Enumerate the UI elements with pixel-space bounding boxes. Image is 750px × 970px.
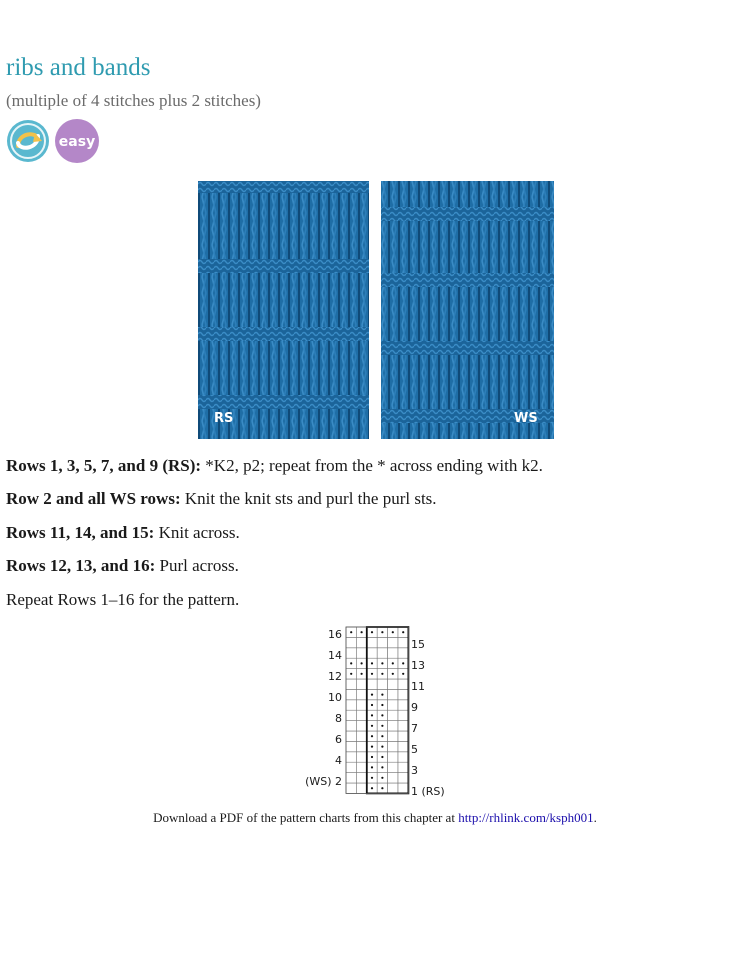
chart-cell — [388, 752, 398, 762]
chart-cell — [398, 637, 408, 647]
purl-stitch-dot — [371, 735, 373, 737]
purl-stitch-dot — [381, 777, 383, 779]
chart-cell — [356, 700, 366, 710]
purl-stitch-dot — [361, 673, 363, 675]
chart-cell — [398, 721, 408, 731]
purl-stitch-dot — [381, 746, 383, 748]
purl-stitch-dot — [371, 694, 373, 696]
purl-stitch-dot — [381, 694, 383, 696]
purl-stitch-dot — [371, 766, 373, 768]
chart-cell — [356, 731, 366, 741]
row-label-right: 5 — [411, 743, 418, 756]
purl-stitch-dot — [402, 631, 404, 633]
chart-cell — [346, 741, 356, 751]
swatch-photos — [198, 181, 554, 439]
chart-cell — [346, 710, 356, 720]
purl-stitch-dot — [350, 673, 352, 675]
chart-cell — [388, 710, 398, 720]
chart-cell — [388, 679, 398, 689]
chart-cell — [388, 783, 398, 793]
ws-swatch-photo — [381, 181, 554, 439]
chart-cell — [346, 679, 356, 689]
chart-cell — [356, 689, 366, 699]
row-label-left: 14 — [328, 649, 342, 662]
chart-cell — [388, 731, 398, 741]
purl-stitch-dot — [371, 673, 373, 675]
chart-cell — [388, 637, 398, 647]
chart-cell — [398, 679, 408, 689]
row-label-left: 12 — [328, 670, 342, 683]
row-label-left: 4 — [335, 754, 342, 767]
row-label-right: 7 — [411, 722, 418, 735]
row-label-right: 13 — [411, 659, 425, 672]
chart-cell — [398, 762, 408, 772]
purl-stitch-dot — [381, 787, 383, 789]
chart-cell — [398, 752, 408, 762]
chart-cell — [398, 689, 408, 699]
instruction-line: Repeat Rows 1–16 for the pattern. — [6, 590, 240, 609]
row-label-left: 8 — [335, 712, 342, 725]
chart-cell — [388, 700, 398, 710]
purl-stitch-dot — [350, 631, 352, 633]
chart-cell — [398, 741, 408, 751]
purl-stitch-dot — [381, 631, 383, 633]
purl-stitch-dot — [361, 662, 363, 664]
purl-stitch-dot — [381, 704, 383, 706]
instruction-line: Row 2 and all WS rows: Knit the knit sts and purl the purl sts. — [6, 489, 437, 508]
footer-text: Download a PDF of the pattern charts from this chapter at — [153, 810, 459, 825]
chart-cell — [356, 710, 366, 720]
chart-cell — [377, 679, 387, 689]
chart-cell — [398, 648, 408, 658]
chart-cell — [346, 773, 356, 783]
chart-cell — [346, 762, 356, 772]
difficulty-label: easy — [58, 134, 96, 150]
chart-cell — [388, 762, 398, 772]
row-label-right: 15 — [411, 638, 425, 651]
chart-cell — [346, 721, 356, 731]
chart-cell — [377, 648, 387, 658]
purl-stitch-dot — [381, 714, 383, 716]
chart-cell — [346, 689, 356, 699]
chart-cell — [356, 773, 366, 783]
stitch-multiple: (multiple of 4 stitches plus 2 stitches) — [6, 91, 261, 110]
chart-cell — [377, 637, 387, 647]
row-label-left: (WS) 2 — [305, 775, 342, 788]
purl-stitch-dot — [371, 631, 373, 633]
chart-cell — [388, 741, 398, 751]
rs-swatch-photo — [198, 181, 369, 439]
chart-cell — [356, 752, 366, 762]
chart-cell — [356, 648, 366, 658]
row-label-right: 1 (RS) — [411, 785, 445, 798]
chart-cell — [356, 762, 366, 772]
purl-stitch-dot — [381, 725, 383, 727]
chart-cell — [367, 648, 377, 658]
rs-label: RS — [214, 411, 234, 426]
instruction-line: Rows 11, 14, and 15: Knit across. — [6, 523, 240, 542]
chart-cell — [346, 700, 356, 710]
purl-stitch-dot — [392, 662, 394, 664]
chart-cell — [388, 773, 398, 783]
purl-stitch-dot — [381, 673, 383, 675]
purl-stitch-dot — [392, 631, 394, 633]
chart-cell — [346, 752, 356, 762]
chart-cell — [356, 679, 366, 689]
purl-stitch-dot — [402, 662, 404, 664]
chart-cell — [356, 721, 366, 731]
purl-stitch-dot — [371, 777, 373, 779]
instruction-line: Rows 12, 13, and 16: Purl across. — [6, 556, 239, 575]
purl-stitch-dot — [381, 662, 383, 664]
purl-stitch-dot — [392, 673, 394, 675]
chart-cell — [398, 773, 408, 783]
badge-row — [6, 119, 102, 165]
purl-stitch-dot — [350, 662, 352, 664]
purl-stitch-dot — [371, 662, 373, 664]
chart-cell — [388, 721, 398, 731]
row-label-right: 9 — [411, 701, 418, 714]
chart-cell — [346, 783, 356, 793]
pdf-download-link[interactable]: http://rhlink.com/ksph001 — [458, 810, 594, 825]
chart-cell — [346, 637, 356, 647]
chart-cell — [398, 700, 408, 710]
chart-cell — [356, 741, 366, 751]
purl-stitch-dot — [402, 673, 404, 675]
purl-stitch-dot — [371, 704, 373, 706]
purl-stitch-dot — [361, 631, 363, 633]
purl-stitch-dot — [371, 746, 373, 748]
instruction-line: Rows 1, 3, 5, 7, and 9 (RS): *K2, p2; repeat from the * across ending with k2. — [6, 456, 543, 475]
pattern-title: ribs and bands — [6, 54, 151, 81]
purl-stitch-dot — [371, 787, 373, 789]
chart-cell — [367, 637, 377, 647]
row-label-right: 3 — [411, 764, 418, 777]
purl-stitch-dot — [371, 725, 373, 727]
difficulty-badge — [55, 119, 99, 163]
purl-stitch-dot — [381, 766, 383, 768]
chart-cell — [398, 710, 408, 720]
chart-cell — [398, 731, 408, 741]
row-label-left: 6 — [335, 733, 342, 746]
chart-cell — [346, 648, 356, 658]
footer-suffix: . — [593, 810, 597, 825]
purl-stitch-dot — [371, 756, 373, 758]
row-label-right: 11 — [411, 680, 425, 693]
purl-stitch-dot — [381, 756, 383, 758]
chart-cell — [346, 731, 356, 741]
chart-cell — [367, 679, 377, 689]
chart-cell — [388, 689, 398, 699]
ws-label: WS — [514, 411, 538, 426]
chart-cell — [388, 648, 398, 658]
footer-note — [0, 810, 750, 826]
chart-cell — [398, 783, 408, 793]
stitch-chart — [300, 624, 450, 798]
row-label-left: 10 — [328, 691, 342, 704]
chart-cell — [356, 637, 366, 647]
chart-cell — [356, 783, 366, 793]
purl-stitch-dot — [371, 714, 373, 716]
row-label-left: 16 — [328, 628, 342, 641]
purl-stitch-dot — [381, 735, 383, 737]
reversible-arrows-icon — [7, 120, 49, 162]
